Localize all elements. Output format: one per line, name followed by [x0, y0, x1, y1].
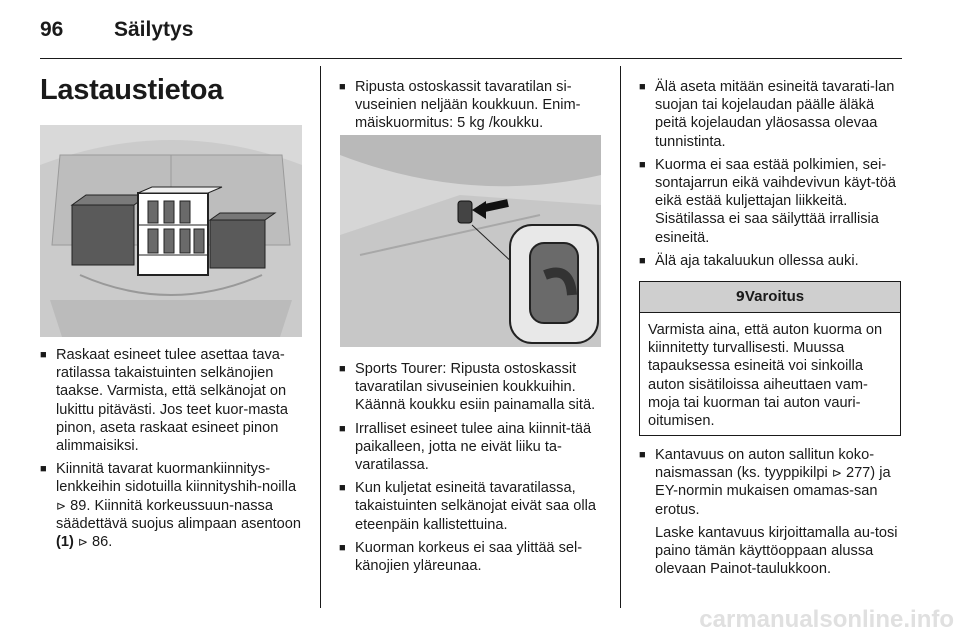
list-item: ■ Ripusta ostoskassit tavaratilan si-vuseinien neljään koukkuun. Enim-mäiskuormitus: 5 kg /koukku.	[339, 78, 604, 133]
header-rule	[40, 58, 902, 59]
paragraph: Laske kantavuus kirjoittamalla au-tosi paino tämän käyttöoppaan alussa olevaan Painot-taulukkoon.	[655, 524, 898, 578]
list-item: ■ Älä aja takaluukun ollessa auki.	[639, 252, 901, 270]
list-item: ■ Sports Tourer: Ripusta ostoskassit tavaratilan sivuseinien koukkuihin. Käännä koukku esiin painamalla sitä.	[339, 360, 604, 415]
page-ref-89[interactable]: 89.	[70, 497, 91, 514]
page-header	[40, 18, 920, 58]
warning-triangle-icon: 9	[735, 290, 745, 305]
warning-header	[640, 282, 900, 313]
list-item-text: Kiinnitä korkeussuun-nassa säädettävä suojus alimpaan asentoon	[56, 497, 302, 532]
trunk-cargo-illustration	[40, 125, 302, 337]
page-ref-arrow-icon: ⊳	[831, 466, 842, 481]
column-3-text-top	[639, 78, 901, 275]
page-ref-86[interactable]: 86.	[92, 534, 113, 551]
list-item	[40, 460, 305, 551]
list-item: ■ Irralliset esineet tulee aina kiinnit-tää paikalleen, jotta ne eivät liiku ta-varatilassa.	[339, 420, 604, 475]
column-divider-2	[620, 66, 621, 608]
watermark: carmanualsonline.info	[699, 606, 954, 633]
column-3-text-bottom	[639, 446, 901, 583]
list-item-text: Kantavuus on auton sallitun koko-naismassan (ks. tyyppikilpi	[655, 447, 875, 482]
column-2-text-top	[339, 78, 604, 138]
column-2-text-bottom	[339, 360, 604, 580]
page-ref-277[interactable]: 277)	[845, 465, 876, 482]
warning-text: Varmista aina, että auton kuorma on kiinnitetty turvallisesti. Muussa tapauksessa esineitä voi sinkoilla auton sisätiloissa aiheuttaen vam-moja tai kuorman tai auton vauri-oitumisen.	[648, 322, 883, 430]
list-item: ■ Kuorman korkeus ei saa ylittää sel-känojien yläreunaa.	[339, 539, 604, 575]
page-ref-arrow-icon: ⊳	[77, 535, 88, 550]
list-item: ■ Älä aseta mitään esineitä tavarati-lan suojan tai kojelaudan päälle äläkä peitä kojelaudan yläosassa olevaa tunnistinta.	[639, 78, 901, 151]
page-ref-arrow-icon: ⊳	[56, 498, 67, 513]
list-item: ■ Raskaat esineet tulee asettaa tava-ratilassa takaistuinten selkänojien taakse. Varmista, että selkänojat on lukittu pitävästi. Jos teet kuor-masta pinon, aseta raskaat esineet pinon alimmaisiksi.	[40, 346, 305, 455]
column-1-text	[40, 346, 305, 556]
section-title: Säilytys	[114, 18, 194, 41]
warning-title: Varoitus	[744, 288, 805, 305]
page-title: Lastaustietoa	[40, 74, 224, 106]
warning-box	[639, 281, 901, 436]
column-divider-1	[320, 66, 321, 608]
list-item-text: Kiinnitä tavarat kuormankiinnitys-lenkkeihin sidotuilla kiinnityshih-noilla	[56, 461, 297, 496]
bag-hook-illustration	[340, 135, 601, 347]
list-item: ■ Kun kuljetat esineitä tavaratilassa, takaistuinten selkänojat eivät saa olla eteenpäin kallistettuina.	[339, 479, 604, 534]
label-ref-1: (1)	[56, 534, 74, 551]
list-item: ■ Kuorma ei saa estää polkimien, sei-sontajarrun eikä vaihdevivun käyt-töä eikä estää kuljettajan liikkeitä. Sisätilassa ei saa säilyttää irrallisia esineitä.	[639, 156, 901, 247]
page-number: 96	[40, 18, 64, 41]
list-item-text: ja EY-normin mukaisen omamas-san erotus.	[655, 465, 891, 518]
list-item	[639, 446, 901, 519]
